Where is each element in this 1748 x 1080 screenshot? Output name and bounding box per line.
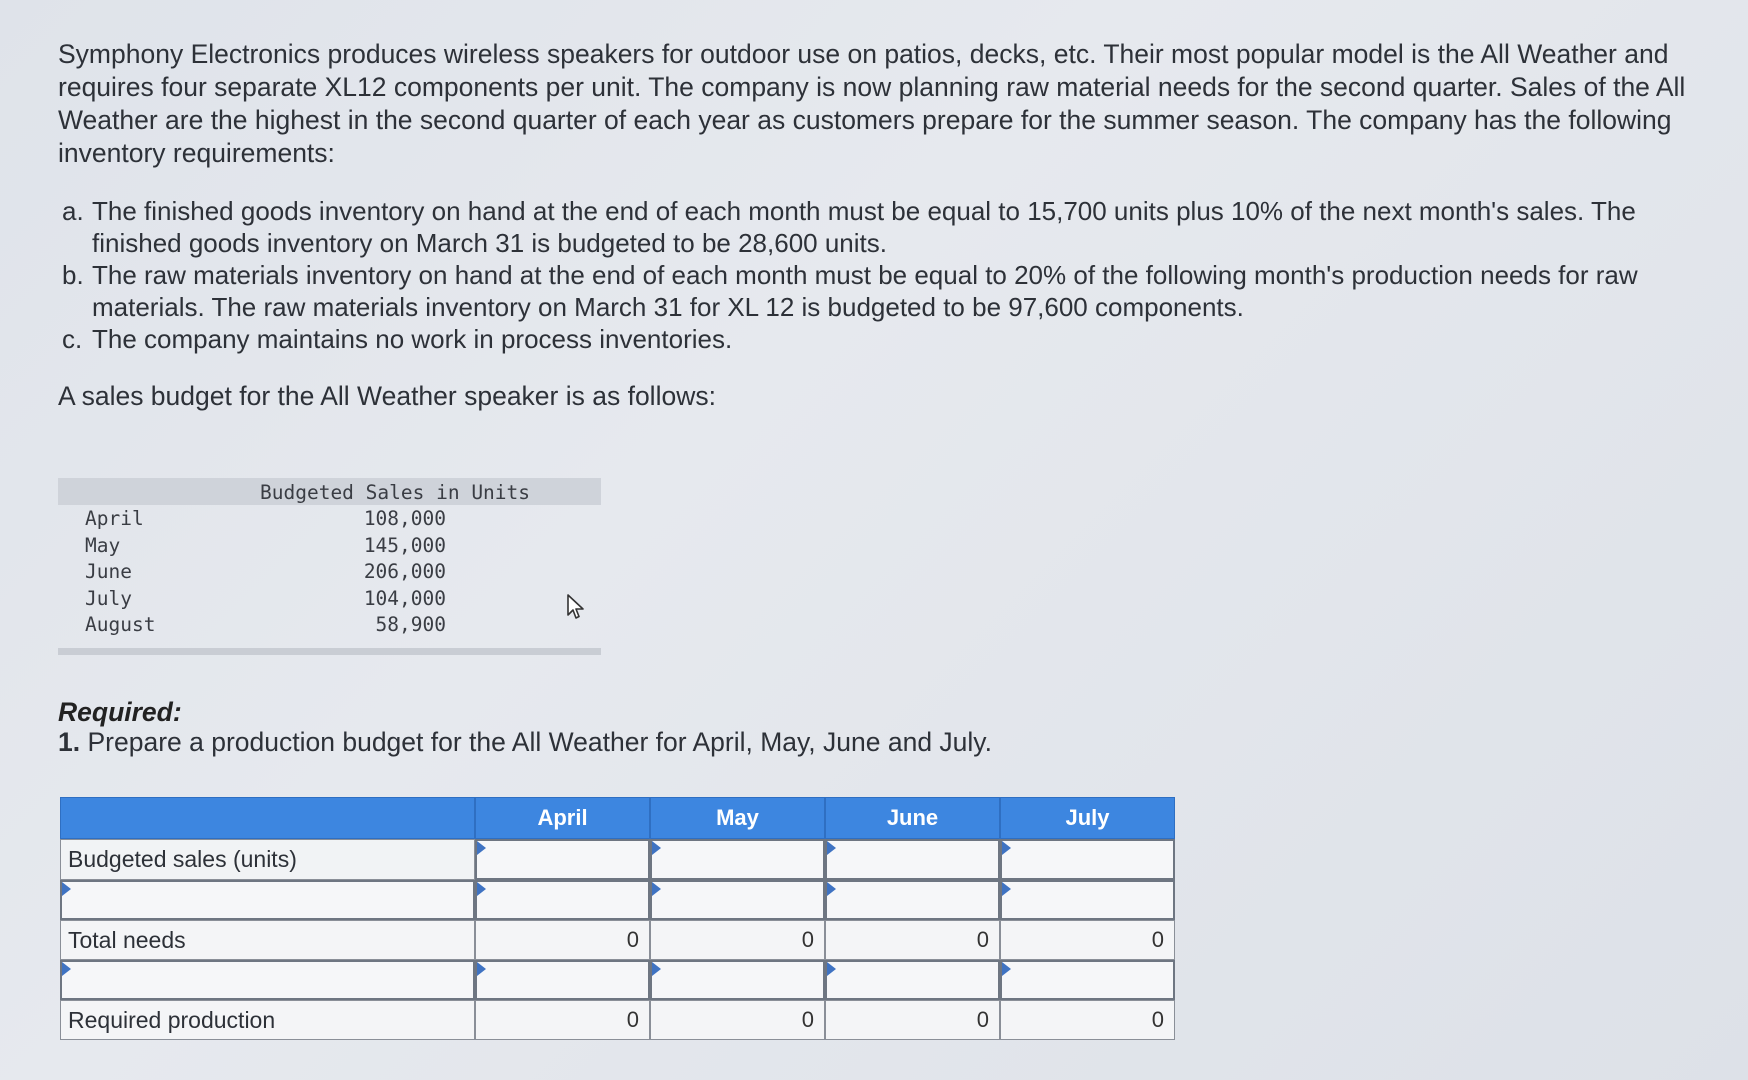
sales-units: 58,900 — [375, 613, 446, 636]
sales-row — [58, 585, 601, 612]
input-marker-icon — [652, 882, 661, 896]
required-production-june: 0 — [825, 1000, 1000, 1040]
required-production-label: Required production — [60, 1000, 475, 1040]
row3-april-input[interactable] — [475, 960, 650, 1000]
sales-row — [58, 611, 601, 638]
row1-may-input[interactable] — [650, 880, 825, 920]
input-marker-icon — [1002, 841, 1011, 855]
column-header-june: June — [825, 797, 1000, 839]
required-production-row — [60, 1000, 1175, 1040]
input-marker-icon — [62, 962, 71, 976]
required-title: Required: — [58, 697, 182, 727]
row1-june-input[interactable] — [825, 880, 1000, 920]
budgeted-sales-july-input[interactable] — [1000, 839, 1175, 880]
blank-input-row-2 — [60, 960, 1175, 1000]
budgeted-sales-row — [60, 839, 1175, 880]
budgeted-sales-may-input[interactable] — [650, 839, 825, 880]
input-marker-icon — [652, 841, 661, 855]
input-marker-icon — [652, 962, 661, 976]
sales-row — [58, 532, 601, 559]
sales-row — [58, 558, 601, 585]
input-marker-icon — [477, 962, 486, 976]
sales-budget-footer-rule — [58, 648, 601, 655]
required-item-text: Prepare a production budget for the All Weather for April, May, June and July. — [87, 727, 992, 757]
blank-input-row-1 — [60, 880, 1175, 920]
sales-intro: A sales budget for the All Weather speaker is as follows: — [58, 381, 716, 411]
sales-budget-header — [58, 478, 601, 505]
production-budget-table — [60, 797, 1175, 1047]
column-header-july: July — [1000, 797, 1175, 839]
required-production-april: 0 — [475, 1000, 650, 1040]
requirement-letter: a. — [62, 196, 84, 226]
input-marker-icon — [477, 841, 486, 855]
inventory-requirements — [62, 195, 1682, 355]
production-budget-header-row — [60, 797, 1175, 839]
row1-april-input[interactable] — [475, 880, 650, 920]
input-marker-icon — [1002, 962, 1011, 976]
mouse-pointer-icon — [566, 594, 586, 620]
input-marker-icon — [827, 841, 836, 855]
requirement-text: The finished goods inventory on hand at the end of each month must be equal to 15,700 units plus 10% of the next month's sales. The finished goods inventory on March 31 is budgeted to be 28,600 units. — [92, 196, 1636, 258]
sales-budget-header-label: Budgeted Sales in Units — [260, 481, 531, 504]
required-production-july: 0 — [1000, 1000, 1175, 1040]
sales-month: August — [85, 613, 156, 636]
sales-month: July — [85, 586, 132, 610]
sales-row — [58, 505, 601, 532]
sales-month: June — [85, 560, 132, 583]
row-label-input[interactable] — [60, 960, 475, 1000]
sales-units: 145,000 — [363, 533, 446, 557]
total-needs-label: Total needs — [60, 920, 475, 960]
budgeted-sales-label: Budgeted sales (units) — [60, 839, 475, 880]
header-blank-cell — [60, 797, 475, 839]
intro-paragraph: Symphony Electronics produces wireless speakers for outdoor use on patios, decks, etc. Their most popular model is the All Weather and requires four separate XL12 components per unit. The company is now planning raw material needs for the second quarter. Sales of the All Weather are the highest in the second quarter of each year as customers prepare for the summer season. The company has the following inventory requirements: — [58, 39, 1686, 168]
total-needs-row — [60, 920, 1175, 960]
input-marker-icon — [62, 882, 71, 896]
budgeted-sales-april-input[interactable] — [475, 839, 650, 880]
input-marker-icon — [1002, 882, 1011, 896]
requirement-text: The company maintains no work in process inventories. — [92, 324, 733, 354]
column-header-april: April — [475, 797, 650, 839]
required-item — [58, 727, 992, 758]
budgeted-sales-june-input[interactable] — [825, 839, 1000, 880]
input-marker-icon — [477, 882, 486, 896]
requirement-letter: c. — [62, 324, 83, 354]
sales-units: 108,000 — [363, 507, 446, 530]
row-label-input[interactable] — [60, 880, 475, 920]
requirement-a — [62, 195, 1682, 259]
row3-july-input[interactable] — [1000, 960, 1175, 1000]
input-marker-icon — [827, 882, 836, 896]
input-marker-icon — [827, 962, 836, 976]
row3-june-input[interactable] — [825, 960, 1000, 1000]
requirement-c — [62, 323, 1682, 355]
required-production-may: 0 — [650, 1000, 825, 1040]
column-header-may: May — [650, 797, 825, 839]
sales-month: May — [85, 533, 121, 557]
required-item-number: 1. — [58, 727, 81, 757]
total-needs-june: 0 — [825, 920, 1000, 960]
total-needs-july: 0 — [1000, 920, 1175, 960]
row1-july-input[interactable] — [1000, 880, 1175, 920]
requirement-b — [62, 259, 1682, 323]
requirement-letter: b. — [62, 260, 84, 290]
total-needs-may: 0 — [650, 920, 825, 960]
sales-units: 206,000 — [363, 560, 446, 583]
total-needs-april: 0 — [475, 920, 650, 960]
sales-budget-table — [58, 478, 601, 655]
requirement-text: The raw materials inventory on hand at the end of each month must be equal to 20% of the following month's production needs for raw materials. The raw materials inventory on March 31 for XL 12 is budgeted to be 97,600 components. — [92, 260, 1638, 322]
sales-units: 104,000 — [363, 586, 446, 610]
row3-may-input[interactable] — [650, 960, 825, 1000]
sales-month: April — [85, 507, 144, 530]
